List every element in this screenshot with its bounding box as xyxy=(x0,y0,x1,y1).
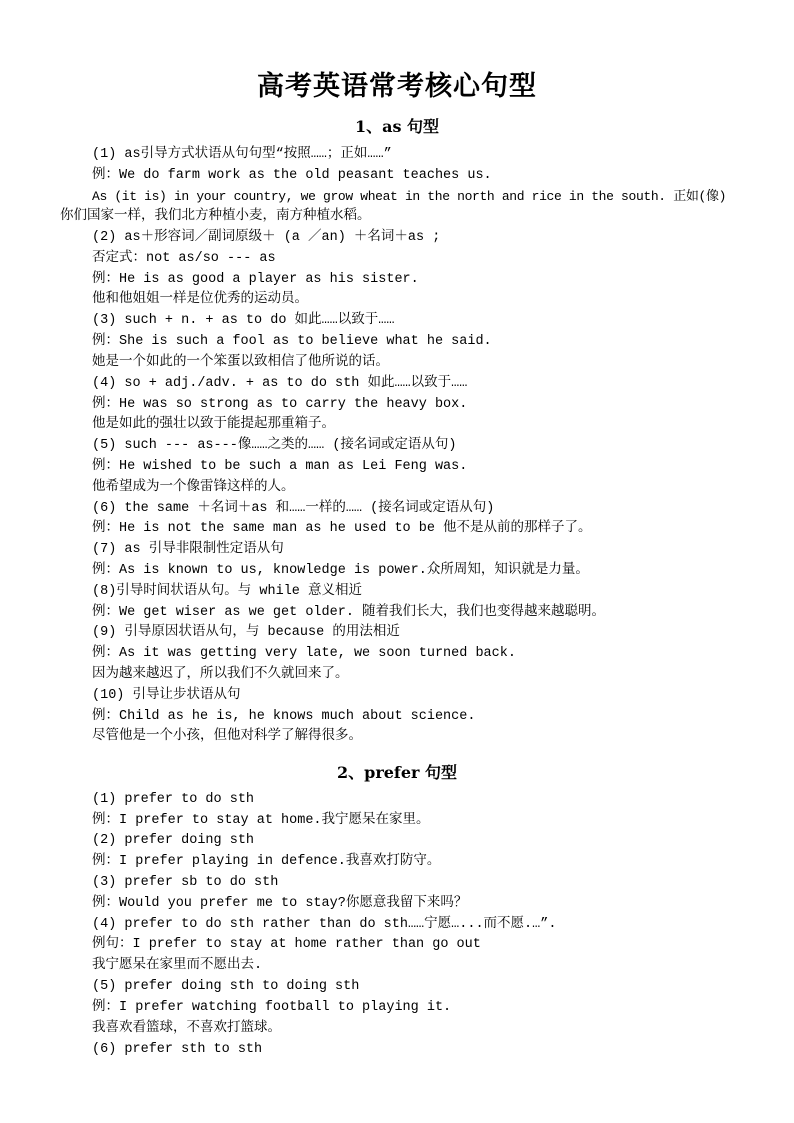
text-line: As (it is) in your country, we grow wheat in the north and rice in the south. 正如(像) xyxy=(92,189,727,204)
text-line: (6) prefer sth to sth xyxy=(92,1042,263,1057)
text-line: 他和他姐姐一样是位优秀的运动员。 xyxy=(92,292,308,307)
text-line: 例句：I prefer to stay at home rather than go out xyxy=(92,937,481,952)
text-line: (3) such + n. + as to do 如此……以致于…… xyxy=(92,313,395,328)
text-line: (2) prefer doing sth xyxy=(92,833,255,848)
text-line: (1) as引导方式状语从句句型“按照……；正如……” xyxy=(92,147,392,162)
text-line: (7) as 引导非限制性定语从句 xyxy=(92,542,284,557)
section-heading-prefer: 2、prefer 句型 xyxy=(337,763,457,782)
text-line: 例：As is known to us, knowledge is power.众所周知，知识就是力量。 xyxy=(92,563,589,578)
page-title: 高考英语常考核心句型 xyxy=(257,71,537,102)
text-line: 例：I prefer playing in defence.我喜欢打防守。 xyxy=(92,854,441,869)
text-line: 例：He is as good a player as his sister. xyxy=(92,272,419,287)
text-line: 尽管他是一个小孩，但他对科学了解得很多。 xyxy=(92,729,362,744)
text-line: (2) as＋形容词／副词原级＋ (a ／an) ＋名词＋as ; xyxy=(92,230,441,245)
text-line: (1) prefer to do sth xyxy=(92,792,255,807)
text-line: (10) 引导让步状语从句 xyxy=(92,688,241,703)
text-line: 例：Child as he is, he knows much about science. xyxy=(92,709,476,724)
text-line: 他是如此的强壮以致于能提起那重箱子。 xyxy=(92,417,335,432)
text-line: 因为越来越迟了，所以我们不久就回来了。 xyxy=(92,667,349,682)
text-line: (4) prefer to do sth rather than do sth……宁愿…...而不愿.…”. xyxy=(92,917,557,932)
text-line: 否定式：not as/so --- as xyxy=(92,251,276,266)
text-line: (3) prefer sb to do sth xyxy=(92,875,279,890)
section-heading-as: 1、as 句型 xyxy=(354,117,440,136)
text-line: 他希望成为一个像雷锋这样的人。 xyxy=(92,480,295,495)
text-line: 你们国家一样，我们北方种植小麦，南方种植水稻。 xyxy=(60,209,371,224)
text-line: 我喜欢看篮球，不喜欢打篮球。 xyxy=(92,1021,281,1036)
text-line: 例：As it was getting very late, we soon turned back. xyxy=(92,646,516,661)
text-line: 例：He is not the same man as he used to be 他不是从前的那样子了。 xyxy=(92,521,592,536)
text-line: (8)引导时间状语从句。与 while 意义相近 xyxy=(92,584,363,599)
text-line: (5) prefer doing sth to doing sth xyxy=(92,979,360,994)
text-line: (4) so + adj./adv. + as to do sth 如此……以致于…… xyxy=(92,376,468,391)
text-line: 她是一个如此的一个笨蛋以致相信了他所说的话。 xyxy=(92,355,389,370)
text-line: 例：We do farm work as the old peasant teaches us. xyxy=(92,168,492,183)
text-line: 例：She is such a fool as to believe what he said. xyxy=(92,334,492,349)
text-line: 例：We get wiser as we get older. 随着我们长大，我们也变得越来越聪明。 xyxy=(92,605,606,620)
text-line: (6) the same ＋名词＋as 和……一样的…… (接名词或定语从句) xyxy=(92,501,495,516)
text-line: 例：He was so strong as to carry the heavy box. xyxy=(92,397,468,412)
text-line: (5) such --- as---像……之类的…… (接名词或定语从句) xyxy=(92,438,457,453)
text-line: 例：I prefer to stay at home.我宁愿呆在家里。 xyxy=(92,813,430,828)
text-line: (9) 引导原因状语从句，与 because 的用法相近 xyxy=(92,625,400,640)
text-line: 例：He wished to be such a man as Lei Feng was. xyxy=(92,459,468,474)
text-line: 例：Would you prefer me to stay?你愿意我留下来吗？ xyxy=(92,896,468,911)
text-line: 例：I prefer watching football to playing it. xyxy=(92,1000,452,1015)
text-line: 我宁愿呆在家里而不愿出去. xyxy=(92,958,263,973)
